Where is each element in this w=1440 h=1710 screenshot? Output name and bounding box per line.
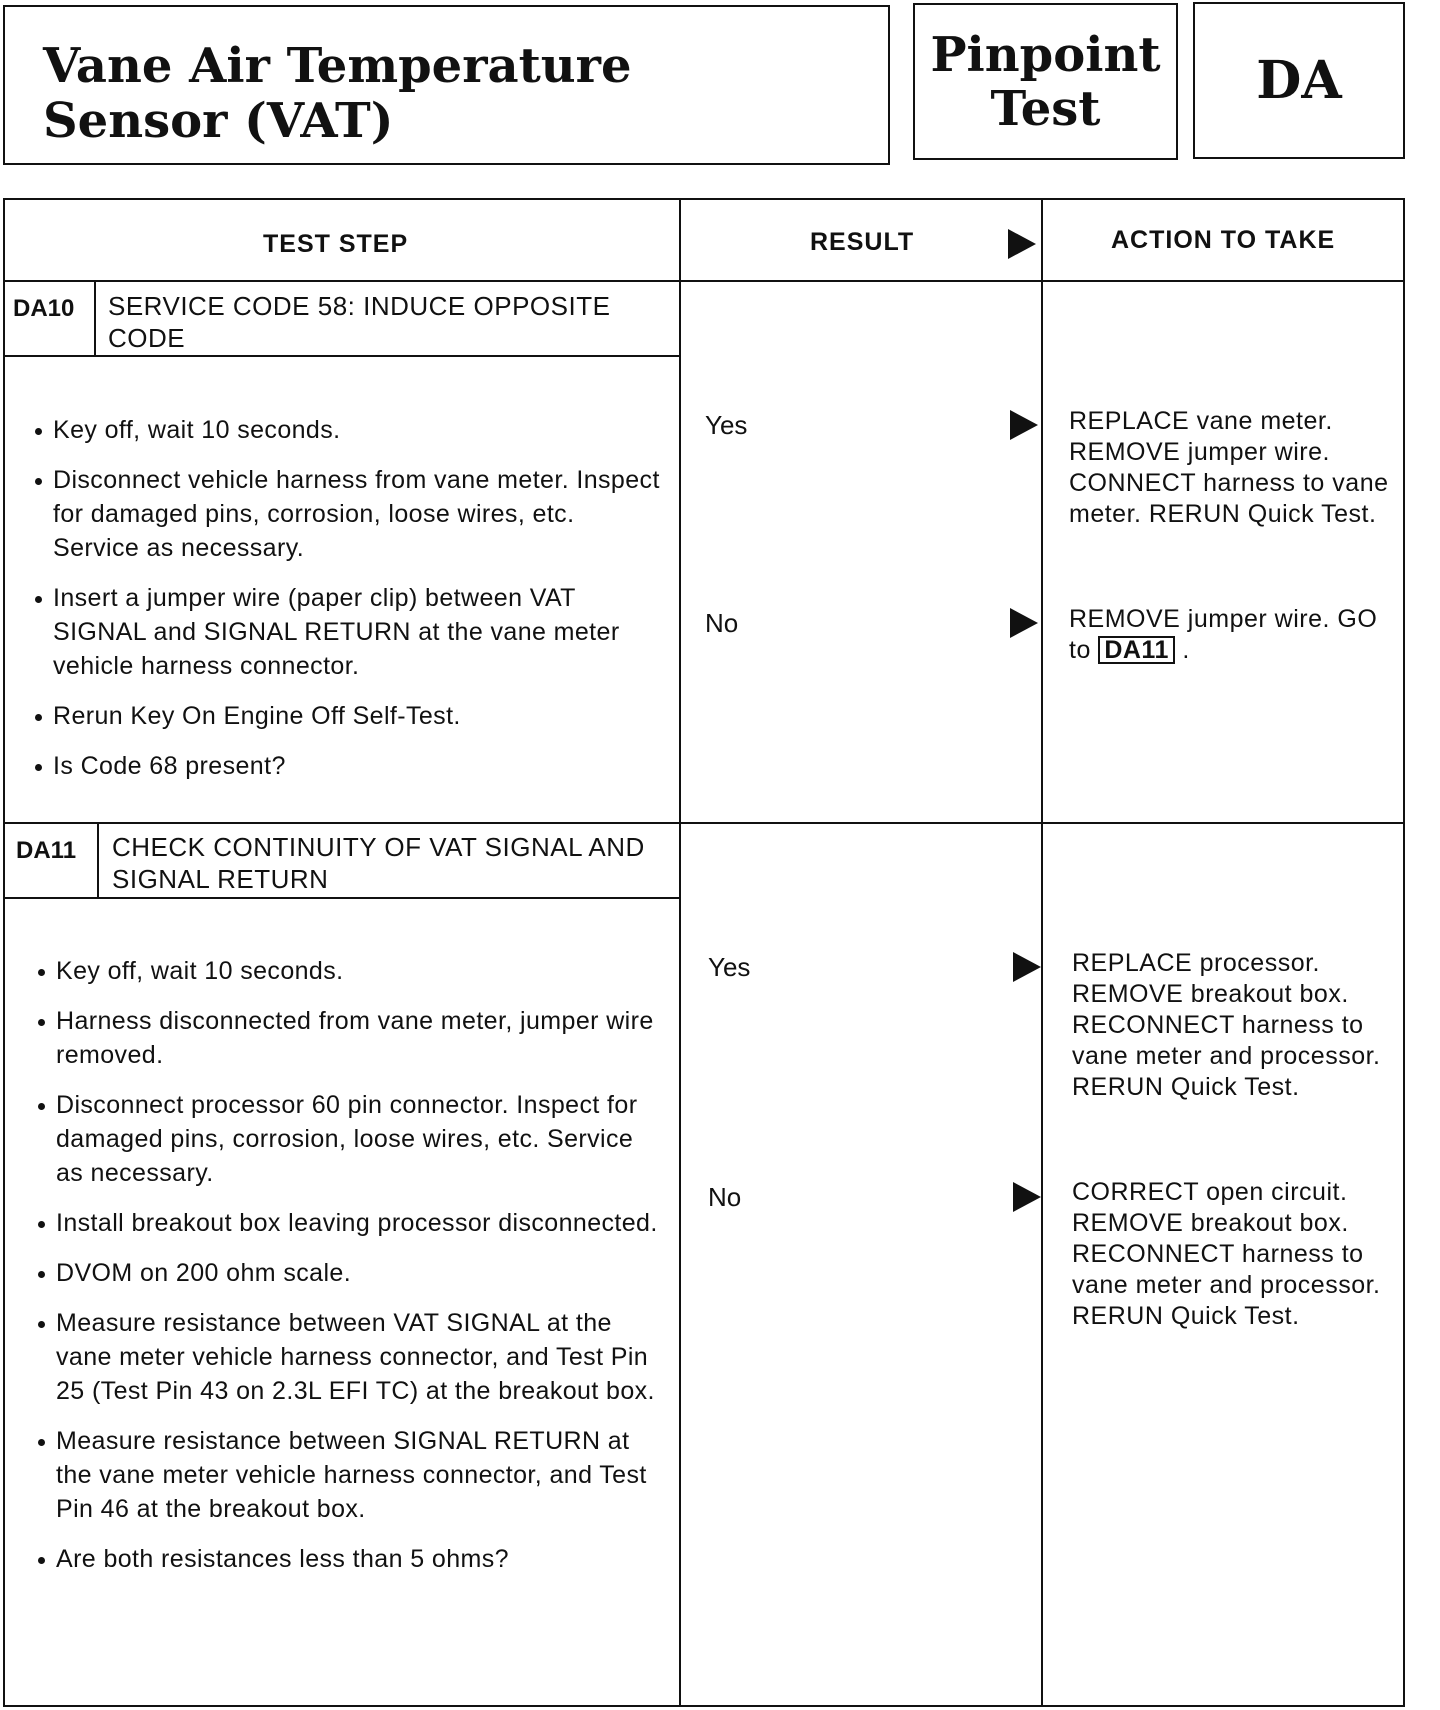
step-da11-action-no: CORRECT open circuit. REMOVE breakout box. RECONNECT harness to vane meter and processor. RERUN Quick Test. — [1072, 1178, 1381, 1330]
step-da11-title: CHECK CONTINUITY OF VAT SIGNAL AND SIGNAL RETURN — [112, 832, 645, 894]
header-test-step: TEST STEP — [263, 230, 409, 258]
page-title — [43, 39, 632, 149]
list-item: Key off, wait 10 seconds. — [33, 413, 663, 447]
step-da11-action-yes: REPLACE processor. REMOVE breakout box. RECONNECT harness to vane meter and processor. RERUN Quick Test. — [1072, 949, 1381, 1101]
step-da10-action-no-text: REMOVE jumper wire. GO to — [1069, 605, 1378, 664]
header-action: ACTION TO TAKE — [1111, 226, 1336, 254]
header-divider — [5, 280, 1403, 282]
step-da11-title-divider — [5, 897, 679, 899]
step-da10-action-no-suffix: . — [1182, 636, 1190, 664]
step-da10-no-arrow-icon — [1010, 608, 1038, 638]
step-da10-action-yes: REPLACE vane meter. REMOVE jumper wire. CONNECT harness to vane meter. RERUN Quick Test. — [1069, 407, 1389, 528]
column-divider-result — [679, 200, 681, 1705]
list-item: Measure resistance between SIGNAL RETURN at the vane meter vehicle harness connector, and Test Pin 46 at the breakout box. — [36, 1424, 666, 1526]
step-da11-id: DA11 — [16, 837, 77, 864]
step-da11-bullets — [36, 954, 666, 1592]
step-separator — [5, 822, 1403, 824]
test-code-box — [1193, 2, 1405, 159]
step-da11-id-divider — [97, 822, 99, 897]
step-da10-result-yes: Yes — [705, 410, 748, 440]
list-item: Key off, wait 10 seconds. — [36, 954, 666, 988]
step-da11-no-arrow-icon — [1013, 1182, 1041, 1212]
step-da11-result-yes: Yes — [708, 952, 751, 982]
list-item: Rerun Key On Engine Off Self-Test. — [33, 699, 663, 733]
list-item: Disconnect vehicle harness from vane meter. Inspect for damaged pins, corrosion, loose wires, etc. Service as necessary. — [33, 463, 663, 565]
step-da10-bullets — [33, 413, 663, 799]
list-item: DVOM on 200 ohm scale. — [36, 1256, 666, 1290]
test-type-box — [913, 3, 1178, 160]
title-line-2: Sensor (VAT) — [43, 93, 394, 149]
step-da10-title-divider — [5, 355, 679, 357]
step-reference-da11[interactable]: DA11 — [1098, 636, 1175, 664]
step-da10-title: SERVICE CODE 58: INDUCE OPPOSITE CODE — [108, 291, 611, 353]
step-da10-result-no: No — [705, 608, 739, 638]
title-line-1: Vane Air Temperature — [43, 38, 632, 94]
header-arrow-icon — [1008, 229, 1036, 259]
column-divider-action — [1041, 200, 1043, 1705]
test-type-line-2: Test — [990, 80, 1101, 137]
step-da11-yes-arrow-icon — [1013, 952, 1041, 982]
list-item: Install breakout box leaving processor disconnected. — [36, 1206, 666, 1240]
step-da10-action-no — [1069, 604, 1389, 666]
step-da10-id-divider — [94, 280, 96, 355]
list-item: Are both resistances less than 5 ohms? — [36, 1542, 666, 1576]
list-item: Harness disconnected from vane meter, jumper wire removed. — [36, 1004, 666, 1072]
step-da10-yes-arrow-icon — [1010, 410, 1038, 440]
test-code: DA — [1256, 50, 1342, 111]
step-da11-result-no: No — [708, 1182, 742, 1212]
step-da10-id: DA10 — [13, 295, 75, 322]
pinpoint-test-table — [3, 198, 1405, 1707]
list-item: Disconnect processor 60 pin connector. Inspect for damaged pins, corrosion, loose wires, etc. Service as necessary. — [36, 1088, 666, 1190]
list-item: Measure resistance between VAT SIGNAL at the vane meter vehicle harness connector, and Test Pin 25 (Test Pin 43 on 2.3L EFI TC) at the breakout box. — [36, 1306, 666, 1408]
list-item: Is Code 68 present? — [33, 749, 663, 783]
list-item: Insert a jumper wire (paper clip) between VAT SIGNAL and SIGNAL RETURN at the vane meter vehicle harness connector. — [33, 581, 663, 683]
title-box — [3, 5, 890, 165]
header-result: RESULT — [810, 228, 915, 256]
test-type-line-1: Pinpoint — [930, 26, 1161, 83]
